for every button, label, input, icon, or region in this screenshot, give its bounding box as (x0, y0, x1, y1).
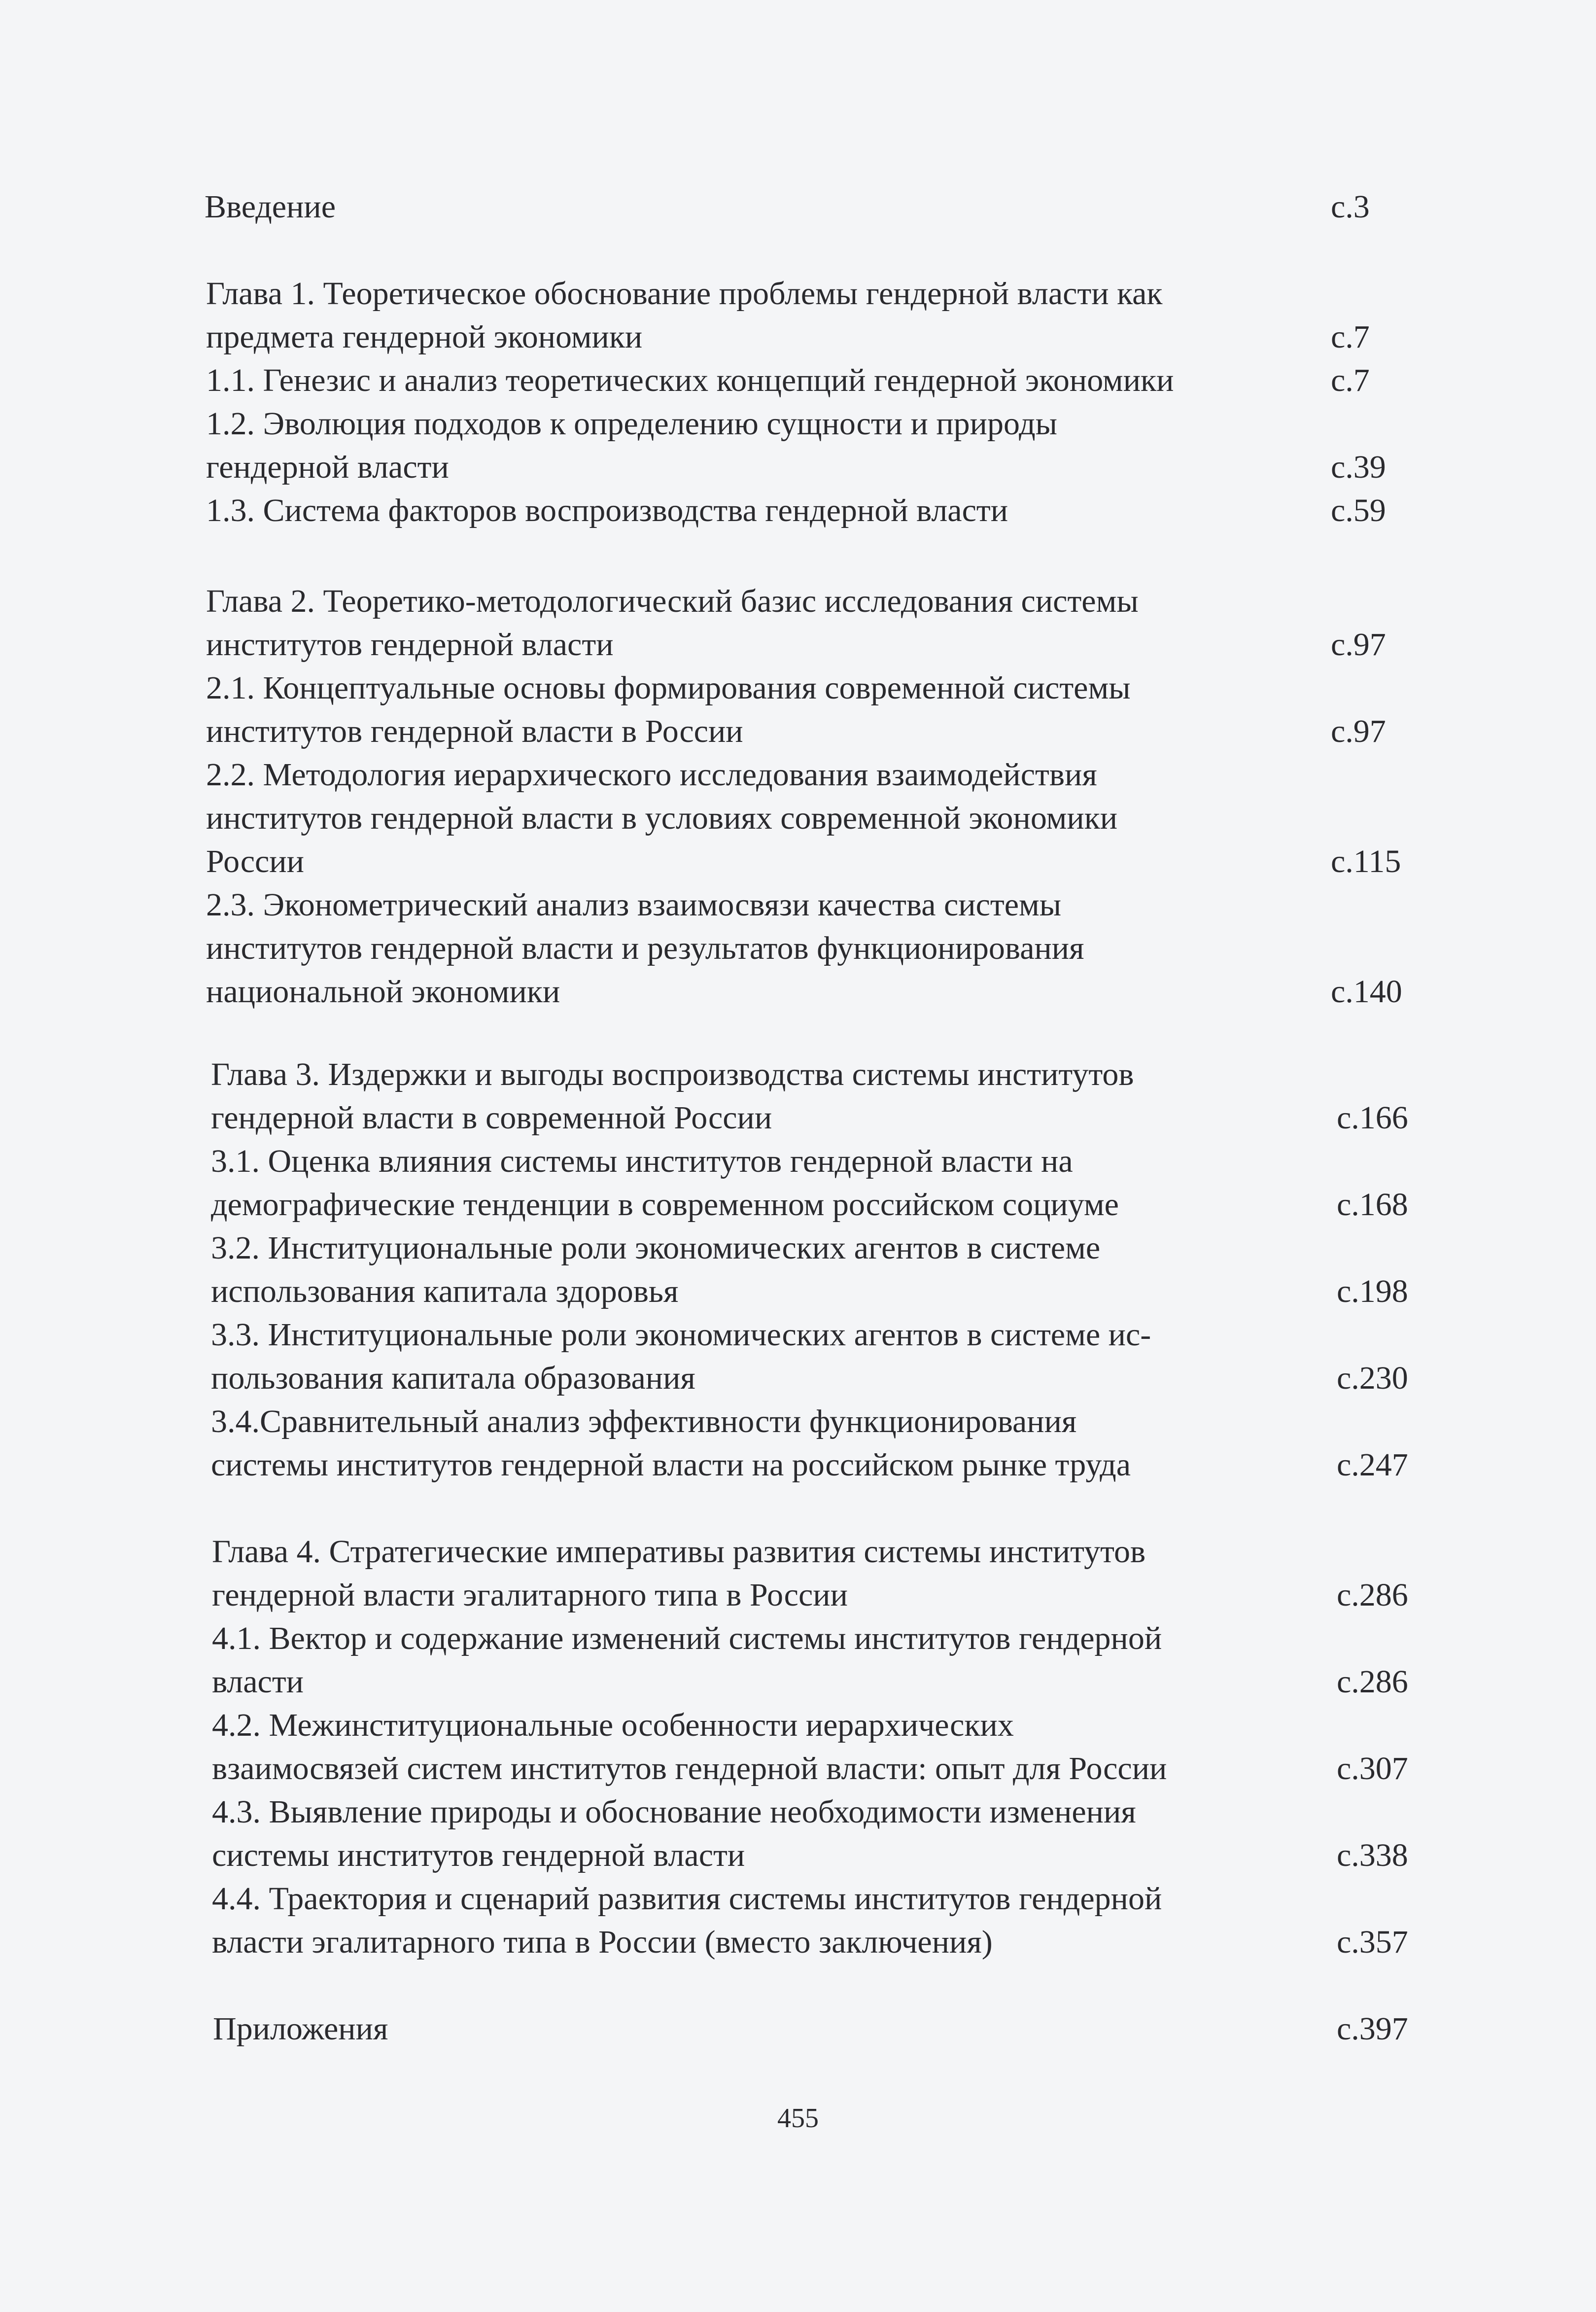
toc-section-3-1-line-text: демографические тенденции в современном российском социуме (211, 1187, 1119, 1223)
toc-chapter-1-line-text: предмета гендерной экономики (206, 319, 643, 355)
toc-chapter-1-line (0, 272, 1596, 315)
toc-chapter-4-line (0, 1530, 1596, 1574)
toc-section-3-1-line (0, 1183, 1596, 1226)
toc-section-3-2-line-text: использования капитала здоровья (211, 1273, 679, 1309)
toc-section-2-2-line-text: институтов гендерной власти в условиях современной экономики (206, 800, 1118, 836)
toc-section-3-4-line (0, 1400, 1596, 1443)
toc-section-4-1-line (0, 1617, 1596, 1660)
toc-section-4-1-line-text: власти (212, 1664, 304, 1700)
toc-entry-appendices-text: Приложения (213, 2011, 388, 2047)
toc-section-2-2-line-text: России (206, 843, 304, 879)
toc-chapter-1-line (0, 315, 1596, 359)
toc-section-4-4-line-text: власти эгалитарного типа в России (вместо заключения) (212, 1924, 993, 1960)
toc-chapter-4-line-text: гендерной власти эгалитарного типа в России (212, 1577, 848, 1613)
toc-section-2-3-line-text: институтов гендерной власти и результатов функционирования (206, 930, 1084, 966)
toc-section-4-3-line (0, 1790, 1596, 1834)
toc-section-4-2-line-text: взаимосвязей систем институтов гендерной власти: опыт для России (212, 1751, 1167, 1787)
toc-section-4-2-line-text: 4.2. Межинституциональные особенности иерархических (212, 1707, 1014, 1743)
toc-section-2-1-line-text: институтов гендерной власти в России (206, 713, 743, 749)
toc-section-1-3-line-page: с.59 (1331, 492, 1386, 528)
toc-entry-introduction (0, 185, 1596, 229)
toc-chapter-2-line-text: институтов гендерной власти (206, 627, 614, 663)
toc-chapter-4-line-page: с.286 (1337, 1577, 1408, 1613)
toc-section-4-2-line-page: с.307 (1337, 1751, 1408, 1787)
toc-section-4-4-line (0, 1877, 1596, 1921)
toc-chapter-4-line-text: Глава 4. Стратегические императивы развития системы институтов (212, 1534, 1146, 1570)
toc-section-2-1-line-page: с.97 (1331, 713, 1386, 749)
toc-section-3-4-line (0, 1443, 1596, 1487)
toc-section-3-4-line-page: с.247 (1337, 1447, 1408, 1483)
toc-section-2-3-line-text: национальной экономики (206, 974, 560, 1010)
toc-chapter-2-line (0, 623, 1596, 666)
toc-section-3-3-line (0, 1357, 1596, 1400)
toc-section-2-3-line-page: с.140 (1331, 974, 1402, 1010)
toc-chapter-3-line (0, 1053, 1596, 1096)
toc-section-1-2-line (0, 446, 1596, 489)
toc-section-3-2-line-page: с.198 (1337, 1273, 1408, 1309)
toc-section-1-2-line-page: с.39 (1331, 449, 1386, 485)
toc-section-2-2-line (0, 840, 1596, 883)
toc-chapter-1-line-page: с.7 (1331, 319, 1370, 355)
toc-section-4-3-line-text: 4.3. Выявление природы и обоснование необходимости изменения (212, 1794, 1136, 1830)
toc-section-3-3-line-text: пользования капитала образования (211, 1360, 695, 1396)
toc-section-3-3-line-page: с.230 (1337, 1360, 1408, 1396)
toc-section-4-4-line-page: с.357 (1337, 1924, 1408, 1960)
toc-section-1-1-line-text: 1.1. Генезис и анализ теоретических концепций гендерной экономики (206, 362, 1174, 398)
toc-section-2-3-line (0, 927, 1596, 970)
toc-section-2-2-line (0, 753, 1596, 797)
toc-section-3-1-line-text: 3.1. Оценка влияния системы институтов гендерной власти на (211, 1143, 1073, 1179)
toc-chapter-3-line-text: гендерной власти в современной России (211, 1100, 772, 1136)
toc-section-3-2-line (0, 1270, 1596, 1313)
toc-section-3-4-line-text: системы институтов гендерной власти на российском рынке труда (211, 1447, 1131, 1483)
toc-chapter-4-line (0, 1574, 1596, 1617)
toc-section-3-1-line (0, 1140, 1596, 1183)
toc-section-1-3-line-text: 1.3. Система факторов воспроизводства гендерной власти (206, 492, 1008, 528)
toc-section-1-1-line-page: с.7 (1331, 362, 1370, 398)
toc-chapter-1-line-text: Глава 1. Теоретическое обоснование проблемы гендерной власти как (206, 276, 1163, 312)
toc-section-4-1-line-page: с.286 (1337, 1664, 1408, 1700)
toc-section-3-4-line-text: 3.4.Сравнительный анализ эффективности функционирования (211, 1403, 1077, 1439)
toc-section-2-1-line (0, 710, 1596, 753)
toc-section-1-2-line (0, 402, 1596, 446)
toc-chapter-3-line-page: с.166 (1337, 1100, 1408, 1136)
toc-section-4-3-line-text: системы институтов гендерной власти (212, 1837, 745, 1873)
toc-chapter-2-line-text: Глава 2. Теоретико-методологический базис исследования системы (206, 583, 1139, 619)
toc-section-4-1-line-text: 4.1. Вектор и содержание изменений системы институтов гендерной (212, 1620, 1162, 1656)
toc-section-1-2-line-text: гендерной власти (206, 449, 449, 485)
toc-entry-introduction-page: с.3 (1331, 189, 1370, 225)
toc-chapter-2-line-page: с.97 (1331, 627, 1386, 663)
toc-section-2-3-line (0, 970, 1596, 1014)
toc-section-4-4-line-text: 4.4. Траектория и сценарий развития системы институтов гендерной (212, 1881, 1162, 1917)
toc-chapter-3-line-text: Глава 3. Издержки и выгоды воспроизводства системы институтов (211, 1056, 1134, 1092)
toc-section-2-3-line (0, 883, 1596, 927)
toc-section-3-2-line (0, 1226, 1596, 1270)
toc-section-3-1-line-page: с.168 (1337, 1187, 1408, 1223)
page-number: 455 (777, 2103, 819, 2134)
toc-section-2-1-line-text: 2.1. Концептуальные основы формирования современной системы (206, 670, 1131, 706)
toc-chapter-2-line (0, 580, 1596, 623)
toc-section-2-1-line (0, 666, 1596, 710)
toc-section-1-3-line (0, 489, 1596, 532)
toc-section-4-3-line-page: с.338 (1337, 1837, 1408, 1873)
toc-entry-appendices (0, 2007, 1596, 2051)
toc-section-3-3-line (0, 1313, 1596, 1357)
toc-section-3-2-line-text: 3.2. Институциональные роли экономических агентов в системе (211, 1230, 1101, 1266)
toc-section-2-2-line (0, 797, 1596, 840)
toc-section-1-1-line (0, 359, 1596, 402)
toc-section-1-2-line-text: 1.2. Эволюция подходов к определению сущности и природы (206, 406, 1057, 442)
toc-entry-introduction-text: Введение (205, 189, 336, 225)
toc-section-2-2-line-page: с.115 (1331, 843, 1401, 879)
toc-section-4-2-line (0, 1704, 1596, 1747)
toc-section-4-1-line (0, 1660, 1596, 1704)
toc-entry-appendices-page: с.397 (1337, 2011, 1408, 2047)
toc-section-2-3-line-text: 2.3. Эконометрический анализ взаимосвязи качества системы (206, 887, 1062, 923)
toc-section-4-3-line (0, 1834, 1596, 1877)
toc-section-4-4-line (0, 1921, 1596, 1964)
toc-chapter-3-line (0, 1096, 1596, 1140)
toc-section-3-3-line-text: 3.3. Институциональные роли экономических агентов в системе ис- (211, 1317, 1151, 1353)
toc-section-4-2-line (0, 1747, 1596, 1790)
toc-section-2-2-line-text: 2.2. Методология иерархического исследования взаимодействия (206, 757, 1097, 793)
